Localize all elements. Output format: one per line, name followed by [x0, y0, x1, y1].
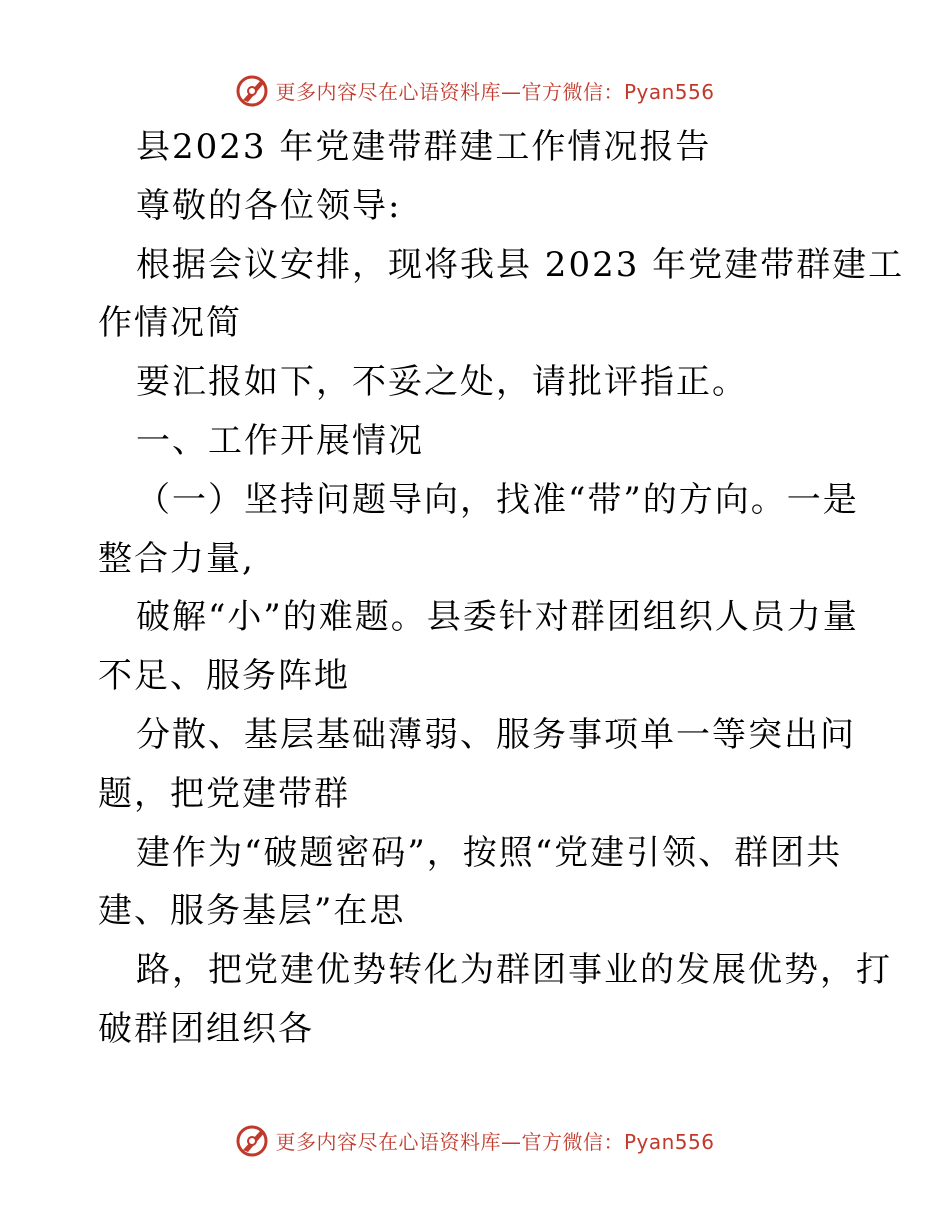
salutation: 尊敬的各位领导: [136, 185, 402, 226]
pen-logo-icon [235, 1122, 271, 1158]
paragraph-line: 不足、服务阵地 [98, 656, 350, 697]
pen-logo-icon [235, 72, 271, 108]
header-watermark-text: 更多内容尽在心语资料库—官方微信：Pyan556 [275, 79, 715, 104]
paragraph-line: 题，把党建带群 [98, 773, 350, 814]
paragraph-line: 分散、基层基础薄弱、服务事项单一等突出问 [136, 714, 856, 755]
paragraph-line: 要汇报如下，不妥之处，请批评指正。 [136, 362, 748, 403]
paragraph-line: 建、服务基层”在思 [98, 891, 406, 932]
paragraph-line: 作情况简 [98, 303, 242, 344]
paragraph-line: 整合力量, [98, 538, 255, 579]
document-title: 县2023 年党建带群建工作情况报告 [136, 127, 712, 167]
footer-watermark [0, 1120, 950, 1160]
paragraph-line: 路，把党建优势转化为群团事业的发展优势，打 [136, 950, 892, 991]
paragraph-line: 建作为“破题密码”，按照“党建引领、群团共 [136, 832, 843, 873]
footer-watermark-text: 更多内容尽在心语资料库—官方微信：Pyan556 [275, 1129, 715, 1154]
paragraph-line: （一）坚持问题导向，找准“带”的方向。一是 [136, 479, 859, 520]
header-watermark [0, 70, 950, 110]
paragraph-line: 破群团组织各 [98, 1008, 314, 1049]
document-body [98, 118, 905, 1059]
paragraph-line: 破解“小”的难题。县委针对群团组织人员力量 [136, 597, 859, 638]
section-heading: 一、工作开展情况 [136, 420, 424, 461]
paragraph-line: 根据会议安排，现将我县 2023 年党建带群建工 [136, 244, 905, 285]
